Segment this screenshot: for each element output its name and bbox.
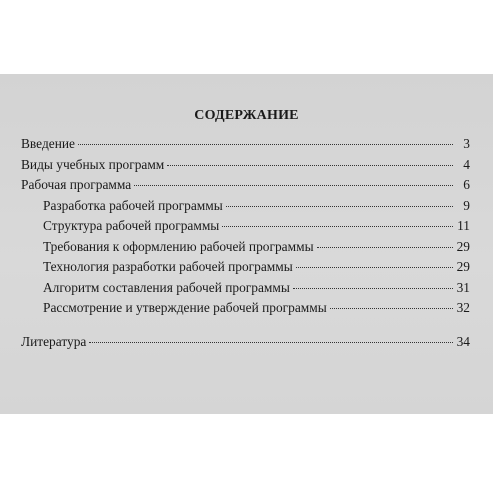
toc-entry-page: 29 [456, 259, 470, 274]
toc-entry-page: 11 [457, 218, 470, 233]
toc-entry-work-program [21, 177, 470, 198]
table-of-contents [21, 136, 470, 354]
toc-entry-label: Разработка рабочей программы [43, 197, 223, 213]
toc-title: СОДЕРЖАНИЕ [194, 108, 299, 123]
toc-entry-label: Введение [21, 136, 75, 151]
toc-entry-page: 4 [463, 156, 470, 172]
toc-entry-label: Рабочая программа [21, 177, 132, 192]
dot-leader [293, 288, 453, 289]
toc-entry-page: 6 [463, 177, 470, 192]
toc-entry-label: Требования к оформлению рабочей программы [43, 238, 314, 254]
toc-entry-page: 29 [456, 238, 470, 254]
toc-entry-development-technology [21, 259, 470, 280]
toc-entry-structure [21, 218, 470, 239]
toc-entry-development [21, 198, 470, 219]
toc-entry-algorithm [21, 280, 470, 301]
dot-leader [317, 247, 453, 248]
dot-leader [89, 342, 453, 343]
toc-entry-page: 3 [463, 136, 470, 151]
toc-entry-page: 9 [463, 197, 470, 213]
toc-entry-page: 32 [456, 300, 470, 315]
toc-entry-program-types [21, 157, 470, 178]
toc-entry-formatting-requirements [21, 239, 470, 260]
dot-leader [78, 144, 453, 145]
toc-entry-literature [21, 334, 470, 355]
toc-entry-page: 34 [456, 333, 470, 349]
dot-leader [222, 226, 453, 227]
toc-entry-label: Виды учебных программ [21, 156, 165, 172]
dot-leader [134, 185, 453, 186]
toc-entry-page: 31 [456, 279, 470, 295]
toc-entry-label: Алгоритм составления рабочей программы [43, 279, 290, 295]
toc-entry-label: Литература [21, 333, 87, 349]
toc-entry-review-approval [21, 300, 470, 321]
dot-leader [167, 165, 453, 166]
dot-leader [226, 206, 453, 207]
dot-leader [296, 267, 453, 268]
toc-entry-label: Рассмотрение и утверждение рабочей программы [43, 300, 327, 315]
toc-entry-introduction [21, 136, 470, 157]
dot-leader [330, 308, 453, 309]
toc-entry-label: Структура рабочей программы [43, 218, 220, 233]
toc-entry-label: Технология разработки рабочей программы [43, 259, 293, 274]
